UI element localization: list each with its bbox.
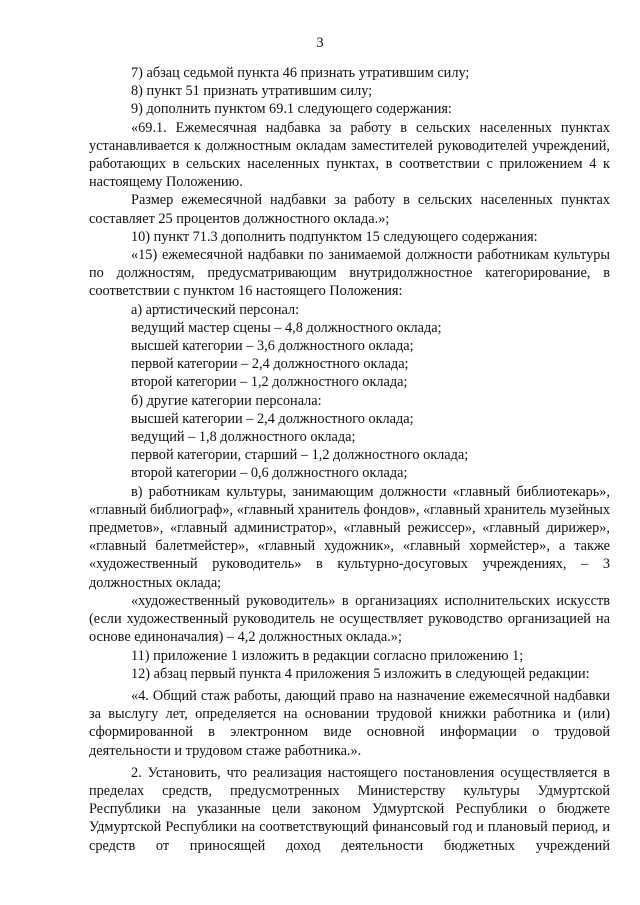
paragraph: второй категории – 1,2 должностного оклада;	[131, 374, 408, 391]
paragraph: высшей категории – 3,6 должностного оклада;	[131, 338, 414, 355]
paragraph: «15) ежемесячной надбавки по занимаемой должности работникам культуры по должностям, предусматривающим внутридолжностное категорирование, в соответствии с пунктом 16 настоящего Положения:	[89, 247, 610, 300]
paragraph: ведущий мастер сцены – 4,8 должностного оклада;	[131, 319, 442, 336]
paragraph: 9) дополнить пунктом 69.1 следующего содержания:	[131, 101, 452, 118]
paragraph: «4. Общий стаж работы, дающий право на назначение ежемесячной надбавки за выслугу лет, определяется на основании трудовой книжки работника и (или) сформированной в электронном виде основной информации о трудовой деятельности и трудовом стаже работника.».	[89, 687, 610, 759]
paragraph: «69.1. Ежемесячная надбавка за работу в сельских населенных пунктах устанавливается к должностным окладам заместителей руководителей учреждений, работающих в сельских населенных пунктах, в соответствии с приложением 4 к настоящему Положению.	[89, 119, 610, 191]
paragraph: 12) абзац первый пункта 4 приложения 5 изложить в следующей редакции:	[131, 665, 590, 682]
paragraph: а) артистический персонал:	[131, 301, 300, 318]
paragraph: «художественный руководитель» в организациях исполнительских искусств (если художественный руководитель не осуществляет руководство организацией на основе единоначалия) – 4,2 должностных оклада.»;	[89, 592, 610, 646]
paragraph: второй категории – 0,6 должностного оклада;	[131, 465, 408, 482]
paragraph: ведущий – 1,8 должностного оклада;	[131, 429, 356, 446]
paragraph: б) другие категории персонала:	[131, 392, 322, 409]
paragraph: высшей категории – 2,4 должностного оклада;	[131, 410, 414, 427]
paragraph: первой категории – 2,4 должностного оклада;	[131, 356, 409, 373]
paragraph: 7) абзац седьмой пункта 46 признать утратившим силу;	[131, 65, 470, 81]
document-body	[89, 64, 610, 855]
paragraph: первой категории, старший – 1,2 должностного оклада;	[131, 447, 469, 464]
paragraph: в) работникам культуры, занимающим должности «главный библиотекарь», «главный библиограф», «главный хранитель фондов», «главный хранитель музейных предметов», «главный администратор», «главный режиссер», «главный дирижер», «главный балетмейстер», «главный художник», «главный хормейстер», а также «художественный руководитель» в культурно-досуговых учреждениях, – 3 должностных оклада;	[89, 483, 611, 591]
paragraph: 2. Установить, что реализация настоящего постановления осуществляется в пределах средств, предусмотренных Министерству культуры Удмуртской Республики на указанные цели законом Удмуртской Республики о бюджете Удмуртской Республики на соответствующий финансовый год и плановый период, и средств от приносящей доход деятельности бюджетных учреждений	[89, 764, 610, 854]
paragraph: 10) пункт 71.3 дополнить подпунктом 15 следующего содержания:	[131, 228, 538, 245]
paragraph: 8) пункт 51 признать утратившим силу;	[131, 83, 373, 100]
paragraph: Размер ежемесячной надбавки за работу в сельских населенных пунктах составляет 25 процентов должностного оклада.»;	[89, 192, 610, 227]
page-number: 3	[316, 35, 324, 51]
paragraph: 11) приложение 1 изложить в редакции согласно приложению 1;	[131, 647, 524, 664]
